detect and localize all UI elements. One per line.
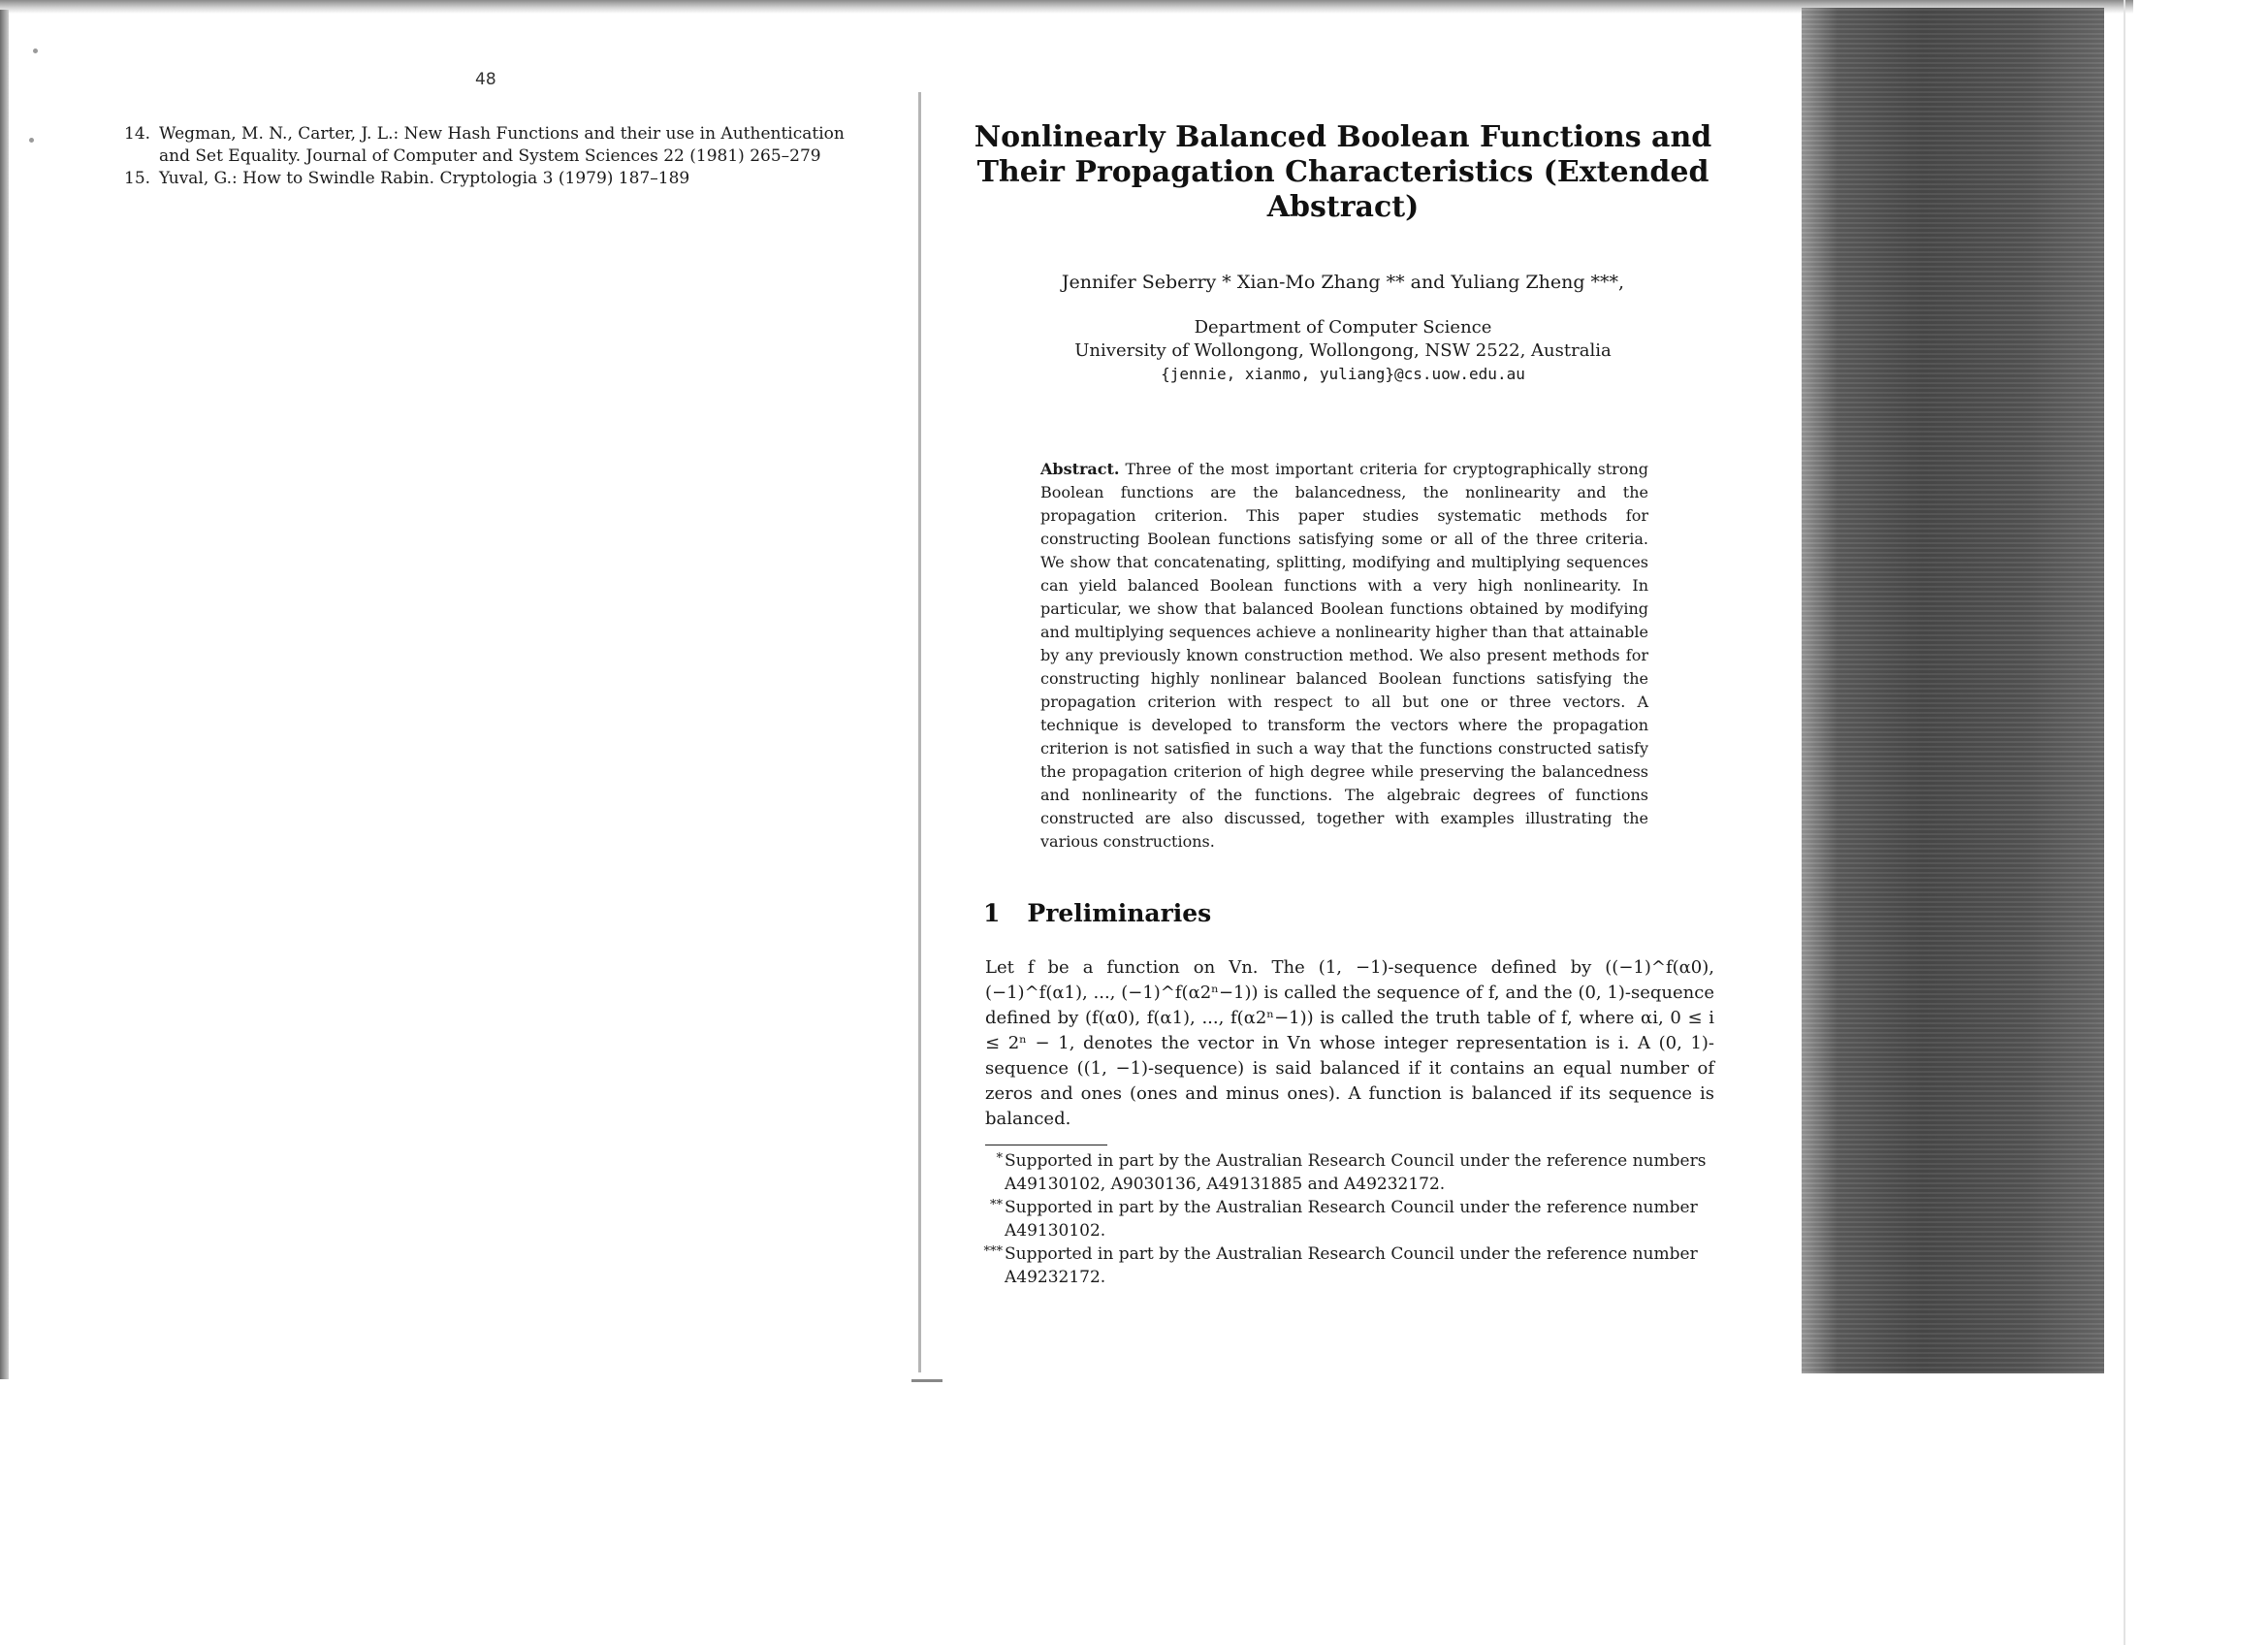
- body-paragraph: Let f be a function on Vn. The (1, −1)-sequence defined by ((−1)^f(α0), (−1)^f(α1), ..., (−1)^f(α2ⁿ−1)) is called the sequence of f, and the (0, 1)-sequence defined by (f(α0), f(α1), ..., f(α2ⁿ−1)) is called the truth table of f, where αi, 0 ≤ i ≤ 2ⁿ − 1, denotes the vector in Vn whose integer representation is i. A (0, 1)-sequence ((1, −1)-sequence) is said balanced if it contains an equal number of zeros and ones (ones and minus ones). A function is balanced if its sequence is balanced.: [985, 957, 1714, 1129]
- spine-mark: [911, 1379, 942, 1382]
- footnote-mark: **: [990, 1198, 1003, 1212]
- paper-title: Nonlinearly Balanced Boolean Functions and Their Propagation Characteristics (Extended Abstract): [974, 120, 1712, 224]
- footnote-mark: ***: [983, 1244, 1003, 1259]
- footnote-text: Supported in part by the Australian Research Council under the reference number A49232172.: [1005, 1244, 1698, 1287]
- footnote: [977, 1242, 1714, 1289]
- reference-number: 14.: [124, 124, 151, 144]
- footnote-text: Supported in part by the Australian Research Council under the reference number A49130102.: [1005, 1198, 1698, 1241]
- section-title: Preliminaries: [1027, 899, 1212, 927]
- footnote-mark: *: [996, 1151, 1003, 1166]
- book-spine: [918, 92, 921, 1372]
- reference-text: Wegman, M. N., Carter, J. L.: New Hash Functions and their use in Authentication and Set Equality. Journal of Computer and System Sciences 22 (1981) 265–279: [159, 124, 845, 166]
- scan-left-edge: [0, 10, 9, 1379]
- scan-right-border: [2124, 0, 2125, 1645]
- university: University of Wollongong, Wollongong, NSW 2522, Australia: [1074, 340, 1612, 361]
- scan-speck: [29, 138, 34, 143]
- scan-speck: [33, 48, 38, 53]
- reference-list: [124, 123, 861, 190]
- page-number: 48: [475, 70, 496, 89]
- section-number: 1: [983, 899, 1001, 927]
- footnote-list: [977, 1149, 1714, 1289]
- affiliation-block: [970, 316, 1716, 386]
- footnote: [977, 1196, 1714, 1242]
- reference-number: 15.: [124, 169, 151, 188]
- section-heading: [983, 899, 1211, 927]
- reference-item: [124, 123, 861, 168]
- reference-item: [124, 168, 861, 190]
- department: Department of Computer Science: [1194, 317, 1492, 338]
- footnote-text: Supported in part by the Australian Research Council under the reference numbers A49130102, A9030136, A49131885 and A49232172.: [1005, 1151, 1707, 1194]
- footnote: [977, 1149, 1714, 1196]
- scanner-dark-edge: [1802, 8, 2104, 1373]
- abstract: [1040, 458, 1648, 854]
- abstract-label: Abstract.: [1040, 460, 1120, 478]
- reference-text: Yuval, G.: How to Swindle Rabin. Cryptologia 3 (1979) 187–189: [159, 169, 690, 188]
- email-addresses: {jennie, xianmo, yuliang}@cs.uow.edu.au: [1161, 365, 1525, 383]
- author-line: Jennifer Seberry * Xian-Mo Zhang ** and Yuliang Zheng ***,: [1061, 272, 1625, 293]
- abstract-text: Three of the most important criteria for cryptographically strong Boolean functions are the balancedness, the nonlinearity and the propagation criterion. This paper studies systematic methods for constructing Boolean functions satisfying some or all of the three criteria. We show that concatenating, splitting, modifying and multiplying sequences can yield balanced Boolean functions with a very high nonlinearity. In particular, we show that balanced Boolean functions obtained by modifying and multiplying sequences achieve a nonlinearity higher than that attainable by any previously known construction method. We also present methods for constructing highly nonlinear balanced Boolean functions satisfying the propagation criterion with respect to all but one or three vectors. A technique is developed to transform the vectors where the propagation criterion is not satisfied in such a way that the functions constructed satisfy the propagation criterion of high degree while preserving the balancedness and nonlinearity of the functions. The algebraic degrees of functions constructed are also discussed, together with examples illustrating the various constructions.: [1040, 460, 1648, 851]
